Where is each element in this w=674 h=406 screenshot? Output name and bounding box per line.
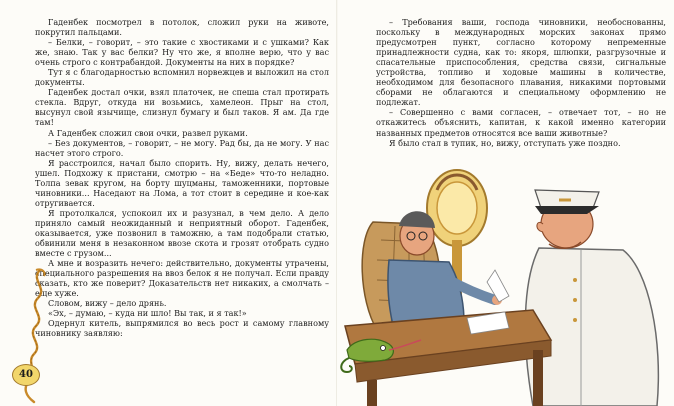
illustration-customs-scene — [337, 150, 674, 406]
paragraph: – Требования ваши, господа чиновники, необоснованны, поскольку в международных морских законах прямо предусмотрен пункт, согласно которому непременные принадлежности судна, как то: якоря, шлюпки, разгрузочные и спасательные приспособления, средства связи, сигнальные устройства, топливо и ходовые машины в количестве, необходимом для безопасного плавания, никакими портовыми сборами не облагаются и специальному оформлению не подлежат. — [376, 17, 666, 108]
paragraph: Я расстроился, начал было спорить. Ну, вижу, делать нечего, ушел. Подхожу к пристани, смотрю – на «Беде» что-то неладно. Толпа зевак кругом, на борту шуцманы, таможенники, портовые чиновники... Наседают на Лома, а тот стоит в середине и кое-как отругивается. — [35, 157, 329, 208]
paragraph: А мне и возразить нечего: действительно, документы утрачены, специального разрешения на ввоз белок я не получал. Если правду сказать, кто же поверит? Доказательств нет никаких, а смолчать – еще хуже. — [35, 258, 329, 299]
paragraph: – Белки, – говорит, – это такие с хвостиками и с ушками? Как же, знаю. Так у вас белки? Ну что же, я вполне верю, что у вас очень строго с контрабандой. Документы на них в порядке? — [35, 37, 329, 68]
paragraph: Я было стал в тупик, но, вижу, отступать уже поздно. — [389, 137, 621, 148]
paragraph: «Эх, – думаю, – куда ни шло! Вы так, и я так!» — [48, 308, 247, 319]
paragraph: Одернул китель, выпрямился во весь рост и самому главному чиновнику заявляю: — [35, 318, 329, 339]
paragraph: А Гаденбек сложил свои очки, развел руками. — [48, 127, 248, 138]
paragraph: – Без документов, – говорит, – не могу. Рад бы, да не могу. У нас насчет этого строго. — [35, 137, 329, 158]
paragraph: Гаденбек посмотрел в потолок, сложил руки на животе, покрутил пальцами. — [35, 17, 329, 38]
paragraph: Гаденбек достал очки, взял платочек, не спеша стал протирать стекла. Вдруг, откуда ни возьмись, хамелеон. Прыг на стол, высунул свой язычище, слизнул бумагу и был таков. Я ам. Да где там! — [35, 87, 329, 128]
rope-decoration — [0, 268, 70, 406]
paragraph: Я протолкался, успокоил их и разузнал, в чем дело. А дело приняло самый неожиданный и неприятный оборот. Гаденбек, оказывается, уже позвонил в таможню, а там подобрали статью, обвинили меня в незаконном ввозе скота и грозят отобрать судно вместе с грузом... — [35, 207, 329, 259]
right-page-text — [376, 17, 666, 148]
paragraph: Тут я с благодарностью вспомнил норвежцев и выложил на стол документы. — [35, 67, 329, 88]
paragraph: – Совершенно с вами согласен, – отвечает тот, – но не откажитесь объяснить, капитан, к какой именно категории названных предметов относятся все ваши животные? — [376, 107, 666, 138]
left-page-text — [35, 17, 329, 339]
page-number: 40 — [12, 364, 40, 386]
paragraph: Словом, вижу – дело дрянь. — [48, 298, 167, 309]
